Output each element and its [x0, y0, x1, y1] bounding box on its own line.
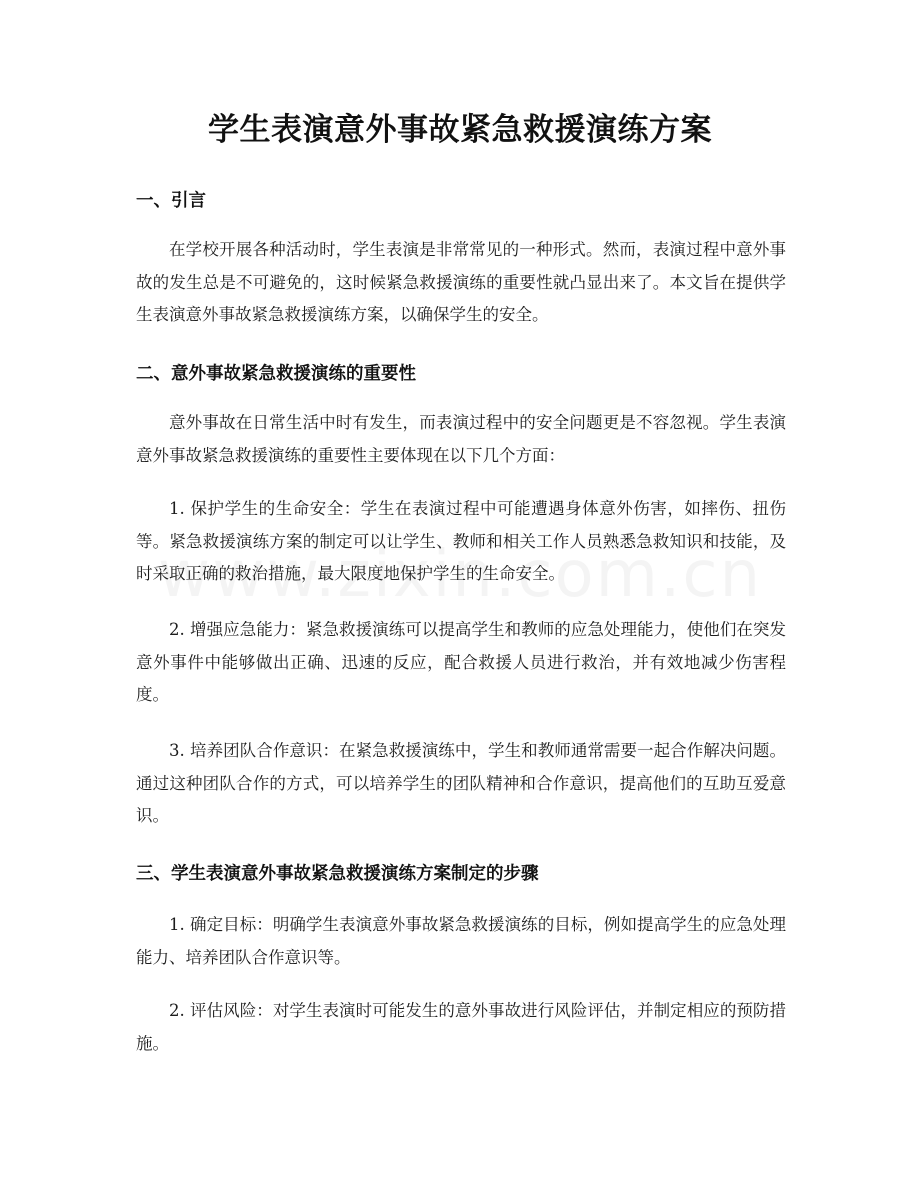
paragraph: 在学校开展各种活动时，学生表演是非常常见的一种形式。然而，表演过程中意外事故的发生总是不可避免的，这时候紧急救援演练的重要性就凸显出来了。本文旨在提供学生表演意外事故紧急救援演练方案，以确保学生的安全。 [136, 240, 786, 324]
section-heading-intro: 一、引言 [136, 191, 206, 211]
list-item-paragraph: 1. 保护学生的生命安全：学生在表演过程中可能遭遇身体意外伤害，如摔伤、扭伤等。紧急救援演练方案的制定可以让学生、教师和相关工作人员熟悉急救知识和技能，及时采取正确的救治措施，最大限度地保护学生的生命安全。 [136, 499, 786, 583]
section-heading-importance: 二、意外事故紧急救援演练的重要性 [136, 364, 416, 384]
list-item-paragraph: 2. 评估风险：对学生表演时可能发生的意外事故进行风险评估，并制定相应的预防措施。 [136, 1001, 786, 1053]
list-item-paragraph: 1. 确定目标：明确学生表演意外事故紧急救援演练的目标，例如提高学生的应急处理能力、培养团队合作意识等。 [136, 915, 786, 967]
section-heading-steps: 三、学生表演意外事故紧急救援演练方案制定的步骤 [136, 864, 539, 884]
list-item-paragraph: 2. 增强应急能力：紧急救援演练可以提高学生和教师的应急处理能力，使他们在突发意外事件中能够做出正确、迅速的反应，配合救援人员进行救治，并有效地减少伤害程度。 [136, 620, 786, 704]
paragraph: 意外事故在日常生活中时有发生，而表演过程中的安全问题更是不容忽视。学生表演意外事故紧急救援演练的重要性主要体现在以下几个方面： [136, 413, 786, 465]
list-item-paragraph: 3. 培养团队合作意识：在紧急救援演练中，学生和教师通常需要一起合作解决问题。通过这种团队合作的方式，可以培养学生的团队精神和合作意识，提高他们的互助互爱意识。 [136, 741, 786, 825]
document-title: 学生表演意外事故紧急救援演练方案 [208, 112, 712, 148]
